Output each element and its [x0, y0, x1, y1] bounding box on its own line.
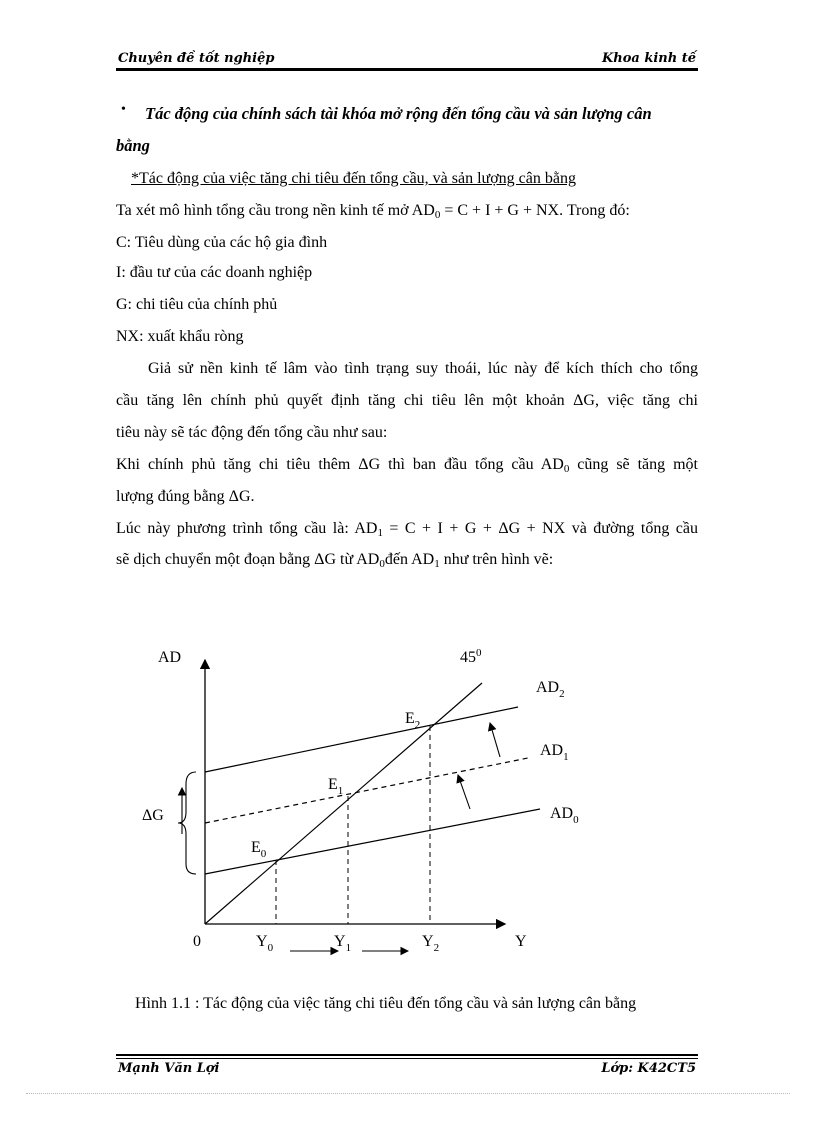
ad1-label-base: AD [540, 742, 564, 759]
line45-label-sup: 0 [476, 647, 482, 659]
delta-g-brace [178, 772, 196, 874]
para2-sub: 0 [563, 463, 570, 475]
line-45-degree [205, 683, 482, 924]
footer-left: Mạnh Văn Lợi [118, 1061, 220, 1076]
y2-label-sub: 2 [433, 942, 440, 954]
figure-caption: Hình 1.1 : Tác động của việc tăng chi tiêu đến tổng cầu và sản lượng cân bằng [135, 995, 637, 1012]
definition-item: I: đầu tư của các doanh nghiệp [116, 264, 313, 281]
e1-label-base: E [328, 776, 338, 793]
y0-label-base: Y [256, 933, 268, 950]
shift-arrow [458, 775, 470, 809]
subheading: *Tác động của việc tăng chi tiêu đến tổng cầu, và sản lượng cân bằng [131, 170, 576, 187]
ad0-label [550, 805, 579, 826]
e2-label-sub: 2 [414, 719, 421, 731]
ad0-label-base: AD [550, 805, 574, 822]
y1-label-base: Y [334, 933, 346, 950]
para3-l2-sub0: 0 [379, 558, 385, 570]
para3-prefix: Lúc này phương trình tổng cầu là: AD [116, 520, 378, 537]
y0-label [256, 933, 274, 954]
line45-label-base: 45 [460, 649, 476, 666]
paragraph-line: lượng đúng bằng ΔG. [116, 488, 255, 505]
para3-suffix: = C + I + G + ΔG + NX và đường tổng cầu [382, 520, 698, 537]
y-axis-label: AD [158, 649, 182, 666]
e1-label-sub: 1 [337, 785, 344, 797]
e2-label [405, 710, 420, 731]
para3-sub: 1 [377, 527, 383, 539]
para3-l2-b: đến AD [384, 551, 435, 568]
e0-label-sub: 0 [260, 848, 267, 860]
footer-rule-thick [116, 1054, 698, 1056]
header-right: Khoa kinh tế [601, 51, 696, 66]
definition-item: NX: xuất khẩu ròng [116, 328, 244, 345]
para2-suffix: cũng sẽ tăng một [569, 456, 699, 473]
model-intro-prefix: Ta xét mô hình tổng cầu trong nền kinh tế mở AD [116, 202, 435, 219]
section-heading-line2: bằng [116, 136, 150, 155]
definition-item: C: Tiêu dùng của các hộ gia đình [116, 234, 328, 251]
e0-label [251, 839, 267, 860]
ad1-label-sub: 1 [563, 751, 569, 763]
para3-l2-a: sẽ dịch chuyển một đoạn bằng ΔG từ AD [116, 551, 380, 568]
paragraph-line: cầu tăng lên chính phủ quyết định tăng chi tiêu lên một khoản ΔG, việc tăng chi [116, 392, 698, 409]
paragraph-line: tiêu này sẽ tác động đến tổng cầu như sau: [116, 424, 388, 441]
y1-label-sub: 1 [345, 942, 352, 954]
footer-right: Lớp: K42CT5 [601, 1061, 696, 1076]
y2-label [422, 933, 439, 954]
delta-g-label: ΔG [142, 807, 164, 824]
section-heading-line1: Tác động của chính sách tài khóa mở rộng đến tổng cầu và sản lượng cân [145, 104, 652, 123]
e0-label-base: E [251, 839, 261, 856]
y2-label-base: Y [422, 933, 434, 950]
shift-arrow [490, 723, 500, 757]
e1-label [328, 776, 343, 797]
ad2-label [536, 679, 565, 700]
ad1-line [205, 758, 528, 823]
bullet-icon: • [121, 102, 126, 117]
e2-label-base: E [405, 710, 415, 727]
x-axis-label: Y [515, 933, 527, 950]
ad1-label [540, 742, 569, 763]
page-edge-dots [26, 1093, 790, 1094]
model-intro-suffix: = C + I + G + NX. Trong đó: [440, 202, 630, 219]
para3-l2-c: như trên hình vẽ: [439, 551, 554, 568]
origin-label: 0 [193, 933, 201, 950]
y0-label-sub: 0 [267, 942, 274, 954]
line45-label [460, 647, 482, 666]
ad2-label-base: AD [536, 679, 560, 696]
page-footer [116, 1054, 698, 1076]
para3-l2-sub1: 1 [434, 558, 440, 570]
definition-item: G: chi tiêu của chính phủ [116, 296, 278, 313]
ad2-label-sub: 2 [559, 688, 565, 700]
ad0-label-sub: 0 [573, 814, 579, 826]
model-intro-sub: 0 [434, 209, 441, 221]
para2-prefix: Khi chính phủ tăng chi tiêu thêm ΔG thì ban đầu tổng cầu AD [116, 456, 564, 473]
footer-rule [116, 1058, 698, 1059]
ad2-line [205, 707, 518, 772]
header-left: Chuyên đề tốt nghiệp [118, 51, 275, 66]
paragraph-line: Giả sử nền kinh tế lâm vào tình trạng suy thoái, lúc này để kích thích cho tổng [148, 360, 698, 377]
